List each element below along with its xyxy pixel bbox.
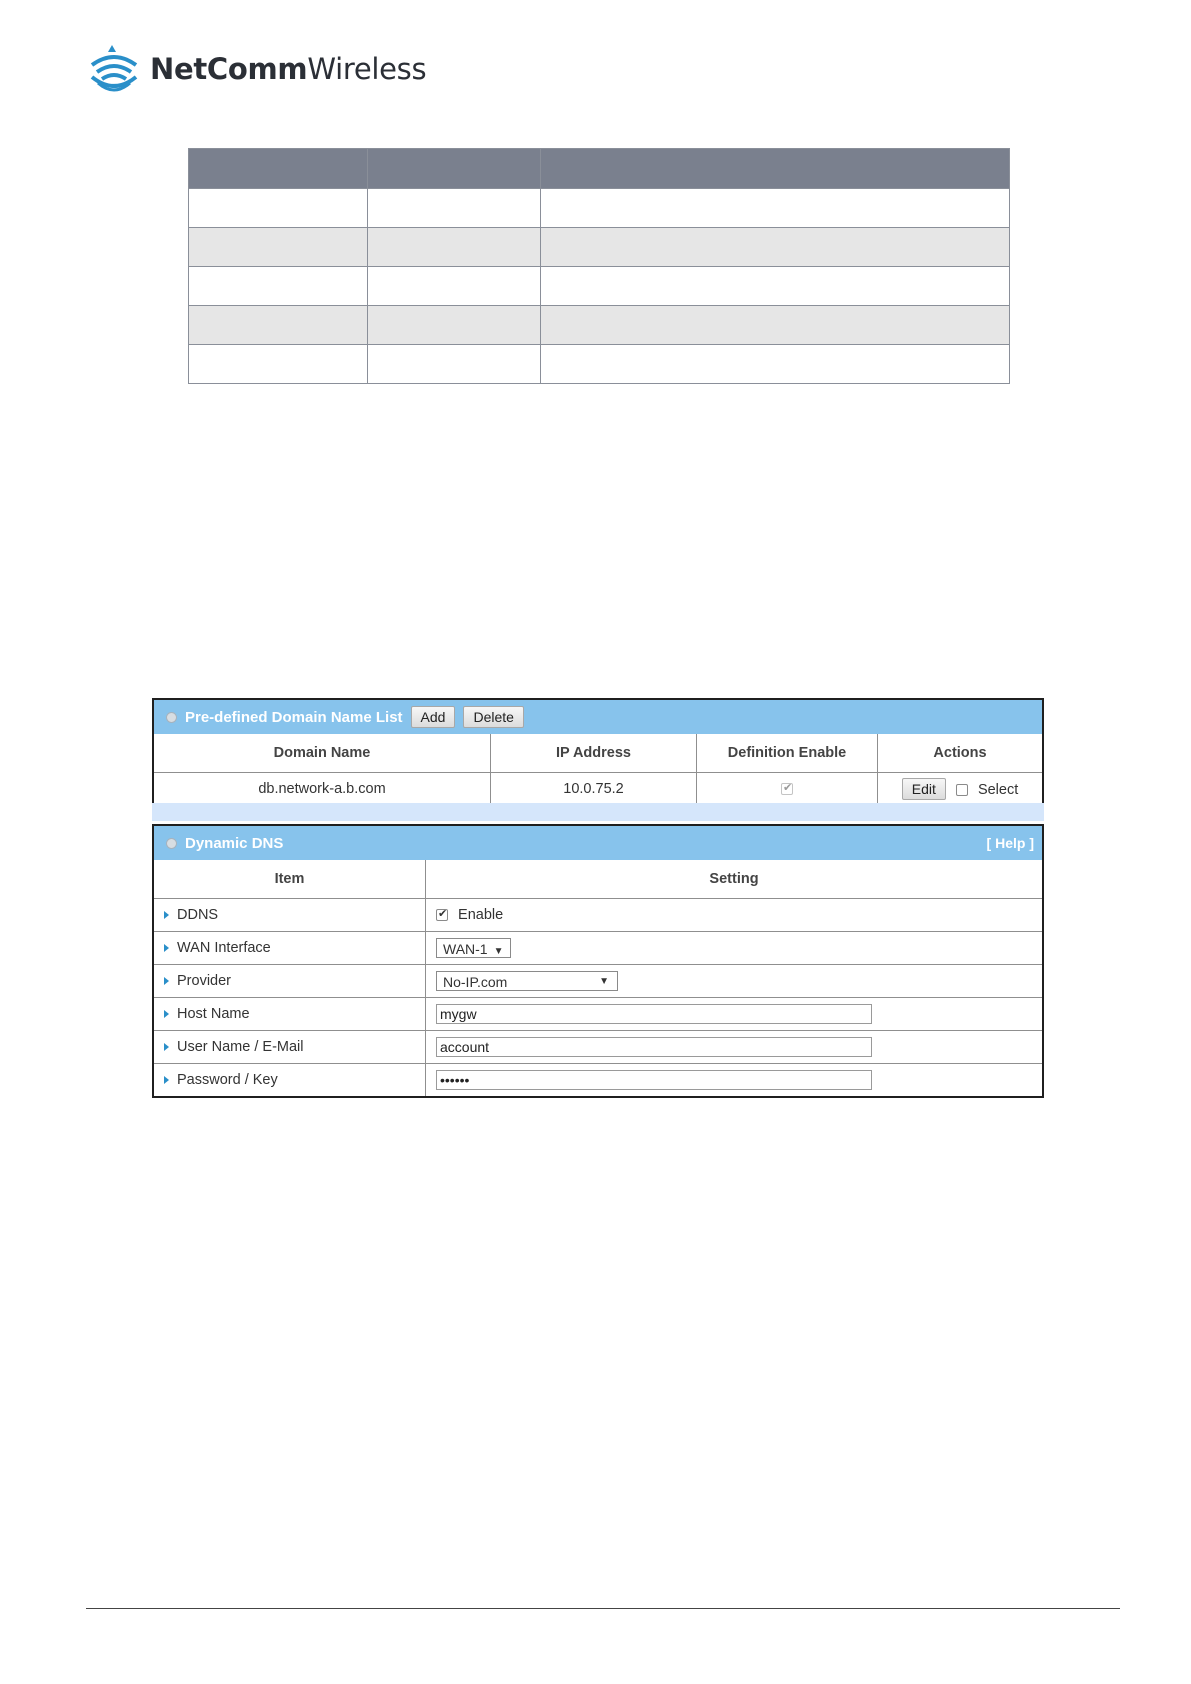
doc-table-row — [189, 345, 1010, 384]
host-name-input[interactable]: mygw — [436, 1004, 872, 1024]
col-ip-address: IP Address — [491, 734, 697, 773]
bullet-icon — [166, 838, 177, 849]
col-definition-enable: Definition Enable — [697, 734, 878, 773]
wifi-logo-icon — [88, 45, 140, 93]
arrow-right-icon — [164, 1076, 169, 1084]
arrow-right-icon — [164, 1010, 169, 1018]
definition-enable-checkbox — [781, 783, 793, 795]
arrow-right-icon — [164, 977, 169, 985]
predefined-panel-header — [154, 700, 1042, 734]
select-checkbox[interactable] — [956, 784, 968, 796]
panel-title: Pre-defined Domain Name List — [185, 708, 403, 726]
col-actions: Actions — [878, 734, 1043, 773]
ddns-enable-label: Enable — [458, 907, 504, 923]
ddns-table — [154, 860, 1042, 1096]
arrow-right-icon — [164, 1043, 169, 1051]
provider-select[interactable]: No-IP.com ▼ — [436, 971, 618, 991]
dropdown-arrow-icon: ▼ — [599, 976, 609, 987]
doc-table-row — [189, 306, 1010, 345]
doc-table-row — [189, 228, 1010, 267]
doc-table-header — [189, 149, 1010, 189]
col-setting: Setting — [426, 860, 1043, 899]
ddns-label: DDNS — [177, 907, 219, 923]
actions-cell — [878, 773, 1043, 806]
user-name-input[interactable]: account — [436, 1037, 872, 1057]
help-link[interactable]: [ Help ] — [986, 835, 1034, 851]
ddns-enable-checkbox[interactable] — [436, 909, 448, 921]
ddns-panel-header — [154, 826, 1042, 860]
bullet-icon — [166, 712, 177, 723]
password-label: Password / Key — [177, 1072, 278, 1088]
user-name-label: User Name / E-Mail — [177, 1039, 304, 1055]
wan-interface-select[interactable]: WAN-1 ▼ — [436, 938, 511, 958]
dropdown-arrow-icon: ▼ — [493, 946, 504, 957]
ip-address-cell: 10.0.75.2 — [491, 773, 697, 806]
user-name-row — [154, 1031, 1042, 1064]
panel-title: Dynamic DNS — [185, 834, 284, 852]
panel-separator — [152, 803, 1044, 821]
provider-row — [154, 965, 1042, 998]
host-name-label: Host Name — [177, 1006, 250, 1022]
doc-table — [188, 148, 1010, 384]
arrow-right-icon — [164, 944, 169, 952]
ddns-table-header — [154, 860, 1042, 899]
add-button[interactable]: Add — [411, 706, 456, 728]
doc-table-row — [189, 189, 1010, 228]
domain-table-header — [154, 734, 1042, 773]
brand-name: NetCommWireless — [150, 52, 427, 86]
provider-label: Provider — [177, 973, 231, 989]
delete-button[interactable]: Delete — [463, 706, 523, 728]
definition-enable-cell — [697, 773, 878, 806]
domain-name-cell: db.network-a.b.com — [154, 773, 491, 806]
table-row — [154, 773, 1042, 806]
doc-table-row — [189, 267, 1010, 306]
domain-table — [154, 734, 1042, 805]
select-label: Select — [977, 782, 1019, 798]
password-input[interactable]: •••••• — [436, 1070, 872, 1090]
host-name-row — [154, 998, 1042, 1031]
arrow-right-icon — [164, 911, 169, 919]
wan-interface-label: WAN Interface — [177, 940, 271, 956]
predefined-domain-panel — [152, 698, 1044, 807]
col-domain-name: Domain Name — [154, 734, 491, 773]
wan-interface-row — [154, 932, 1042, 965]
edit-button[interactable]: Edit — [902, 778, 946, 800]
dynamic-dns-panel — [152, 824, 1044, 1098]
password-row — [154, 1064, 1042, 1097]
netcomm-logo — [88, 44, 426, 94]
col-item: Item — [154, 860, 426, 899]
footer-divider — [86, 1608, 1120, 1609]
ddns-row — [154, 899, 1042, 932]
